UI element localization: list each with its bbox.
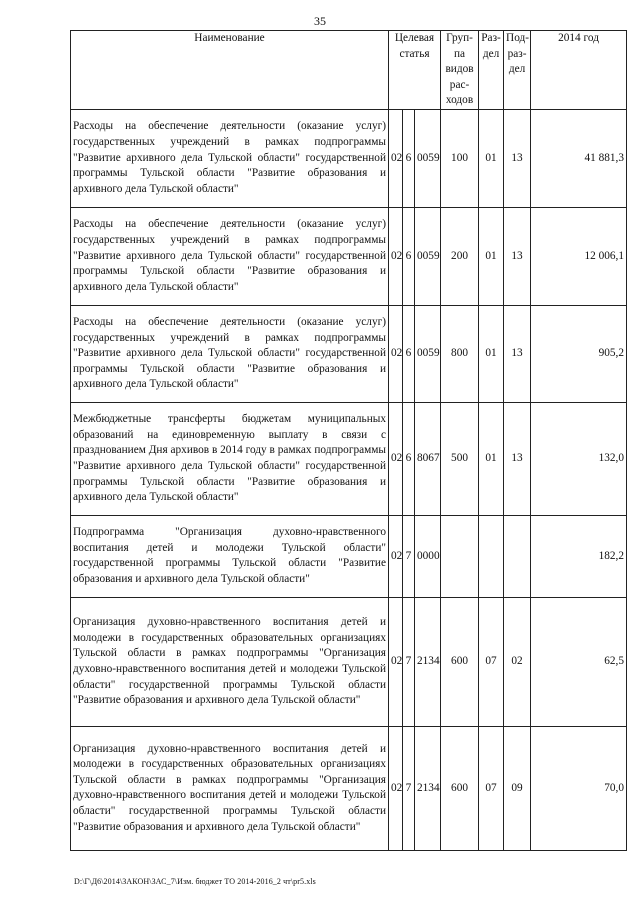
section-cell [479,515,504,597]
amount-cell: 62,5 [531,597,627,726]
section-cell: 01 [479,305,504,402]
subsection-cell: 13 [504,402,531,515]
subsection-cell: 13 [504,305,531,402]
group-cell: 800 [441,305,479,402]
code-part-3: 8067 [415,402,441,515]
amount-cell: 182,2 [531,515,627,597]
code-part-1: 02 [389,109,403,207]
header-group: Груп-па видов рас-ходов [441,31,479,110]
code-part-2: 7 [403,597,415,726]
table-row [71,305,627,402]
code-part-1: 02 [389,402,403,515]
code-part-3: 0000 [415,515,441,597]
subsection-cell: 09 [504,726,531,850]
code-part-1: 02 [389,207,403,305]
subsection-cell: 02 [504,597,531,726]
table-row [71,597,627,726]
group-cell: 600 [441,597,479,726]
table-row [71,726,627,850]
group-cell: 100 [441,109,479,207]
code-part-3: 2134 [415,726,441,850]
section-cell: 01 [479,109,504,207]
code-part-1: 02 [389,305,403,402]
page-number: 35 [314,14,326,28]
table-row [71,207,627,305]
row-name: Организация духовно-нравственного воспитания детей и молодежи в государственных образовательных организациях Тульской области в рамках подпрограммы "Организация духовно-нравственного воспитания детей и молодежи Тульской области" государственной программы Тульской области "Развитие образования и архивного дела Тульской области" [71,726,389,850]
row-name: Организация духовно-нравственного воспитания детей и молодежи в государственных образовательных организациях Тульской области в рамках подпрограммы "Организация духовно-нравственного воспитания детей и молодежи Тульской области" государственной программы Тульской области "Развитие образования и архивного дела Тульской области" [71,597,389,726]
amount-cell: 905,2 [531,305,627,402]
code-part-3: 0059 [415,207,441,305]
row-name: Расходы на обеспечение деятельности (оказание услуг) государственных учреждений в рамках подпрограммы "Развитие архивного дела Тульской области" государственной программы Тульской области "Развитие образования и архивного дела Тульской области" [71,207,389,305]
amount-cell: 12 006,1 [531,207,627,305]
row-name: Расходы на обеспечение деятельности (оказание услуг) государственных учреждений в рамках подпрограммы "Развитие архивного дела Тульской области" государственной программы Тульской области "Развитие образования и архивного дела Тульской области" [71,305,389,402]
group-cell: 600 [441,726,479,850]
header-row [71,31,627,110]
group-cell: 200 [441,207,479,305]
subsection-cell: 13 [504,109,531,207]
code-part-2: 7 [403,726,415,850]
header-target: Целевая статья [389,31,441,110]
section-cell: 07 [479,597,504,726]
file-path-footer: D:\Г\Д6\2014\ЗАКОН\ЗАС_7\Изм. бюджет ТО 2014-2016_2 чт\pr5.xls [74,877,316,886]
code-part-1: 02 [389,515,403,597]
subsection-cell [504,515,531,597]
table-row [71,109,627,207]
amount-cell: 70,0 [531,726,627,850]
table-row [71,515,627,597]
code-part-2: 6 [403,402,415,515]
row-name: Подпрограмма "Организация духовно-нравственного воспитания детей и молодежи Тульской области" государственной программы Тульской области "Развитие образования и архивного дела Тульской области" [71,515,389,597]
code-part-2: 6 [403,109,415,207]
header-name: Наименование [71,31,389,110]
section-cell: 07 [479,726,504,850]
row-name: Межбюджетные трансферты бюджетам муниципальных образований на единовременную выплату в связи с празднованием Дня архивов в 2014 году в рамках подпрограммы "Развитие архивного дела Тульской области" государственной программы Тульской области "Развитие образования и архивного дела Тульской области" [71,402,389,515]
code-part-1: 02 [389,726,403,850]
budget-table [70,30,627,851]
header-section: Раз-дел [479,31,504,110]
header-year: 2014 год [531,31,627,110]
group-cell [441,515,479,597]
group-cell: 500 [441,402,479,515]
subsection-cell: 13 [504,207,531,305]
row-name: Расходы на обеспечение деятельности (оказание услуг) государственных учреждений в рамках подпрограммы "Развитие архивного дела Тульской области" государственной программы Тульской области "Развитие образования и архивного дела Тульской области" [71,109,389,207]
code-part-3: 0059 [415,305,441,402]
code-part-3: 0059 [415,109,441,207]
amount-cell: 132,0 [531,402,627,515]
code-part-1: 02 [389,597,403,726]
amount-cell: 41 881,3 [531,109,627,207]
code-part-3: 2134 [415,597,441,726]
section-cell: 01 [479,402,504,515]
table-row [71,402,627,515]
code-part-2: 6 [403,207,415,305]
header-subsection: Под-раз-дел [504,31,531,110]
code-part-2: 7 [403,515,415,597]
section-cell: 01 [479,207,504,305]
code-part-2: 6 [403,305,415,402]
